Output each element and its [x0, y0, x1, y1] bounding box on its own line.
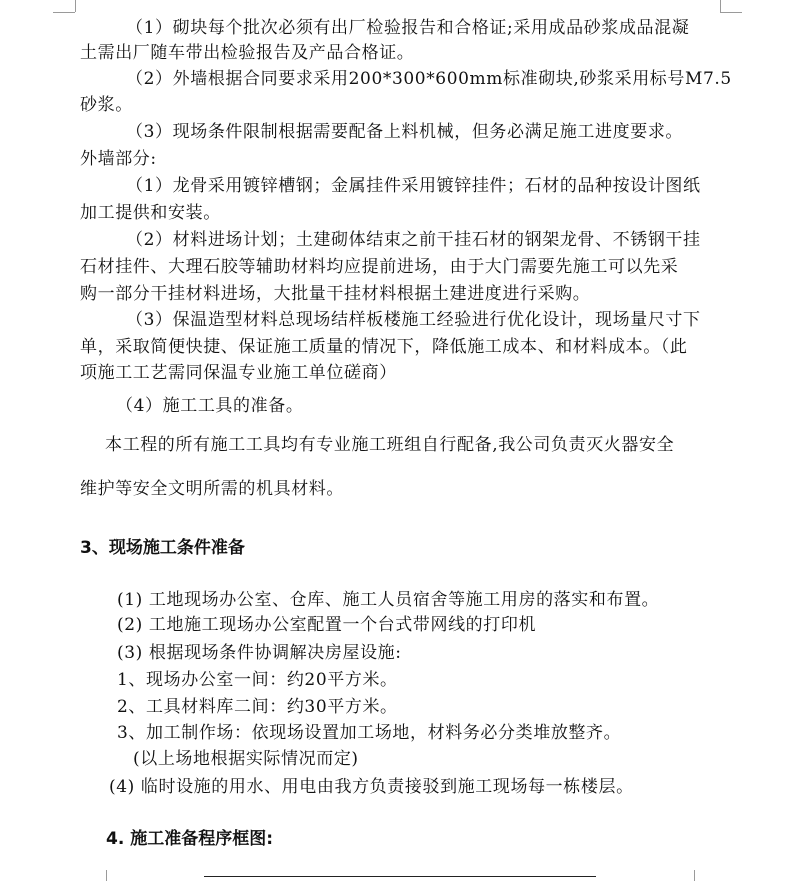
paragraph-line: 单，采取简便快捷、保证施工质量的情况下，降低施工成本、和材料成本。（此 [80, 337, 688, 357]
note-line: (以上场地根据实际情况而定) [133, 749, 359, 769]
paragraph-line: （2）外墙根据合同要求采用200*300*600mm标准砌块,砂浆采用标号M7.5 [126, 69, 732, 89]
top-right-crop-mark-horizontal [720, 12, 742, 13]
paragraph-line: 砂浆。 [80, 95, 133, 115]
paragraph-line: 石材挂件、大理石胶等辅助材料均应提前进场，由于大门需要先施工可以先采 [80, 257, 679, 277]
paragraph-line: （1）砌块每个批次必须有出厂检验报告和合格证;采用成品砂浆成品混凝 [126, 18, 690, 38]
list-item: (4) 临时设施的用水、用电由我方负责接驳到施工现场每一栋楼层。 [109, 777, 634, 797]
paragraph-line: 维护等安全文明所需的机具材料。 [80, 479, 344, 499]
paragraph-line: （3）现场条件限制根据需要配备上料机械，但务必满足施工进度要求。 [126, 122, 684, 142]
paragraph-line: 本工程的所有施工工具均有专业施工班组自行配备,我公司负责灭火器安全 [105, 435, 675, 455]
frame-corner-mark [694, 870, 695, 881]
top-left-crop-mark-vertical [75, 0, 76, 12]
paragraph-line: 加工提供和安装。 [80, 203, 221, 223]
paragraph-line: （3）保温造型材料总现场结样板楼施工经验进行优化设计，现场量尺寸下 [126, 310, 701, 330]
list-item: 2、工具材料库二间：约30平方米。 [117, 697, 398, 717]
list-item: 1、现场办公室一间：约20平方米。 [117, 670, 398, 690]
frame-corner-mark [106, 870, 107, 881]
flowchart-box-top-edge [204, 876, 596, 877]
list-item: (3) 根据现场条件协调解决房屋设施: [117, 643, 402, 663]
top-right-crop-mark-vertical [720, 0, 721, 12]
paragraph-line: （1）龙骨采用镀锌槽钢；金属挂件采用镀锌挂件；石材的品种按设计图纸 [126, 176, 701, 196]
paragraph-line: 土需出厂随车带出检验报告及产品合格证。 [80, 43, 415, 63]
paragraph-line: （4）施工工具的准备。 [116, 396, 304, 416]
paragraph-line: （2）材料进场计划；土建砌体结束之前干挂石材的钢架龙骨、不锈钢干挂 [126, 230, 701, 250]
top-left-crop-mark-horizontal [53, 12, 75, 13]
list-item: (1) 工地现场办公室、仓库、施工人员宿舍等施工用房的落实和布置。 [117, 590, 660, 610]
paragraph-line: 购一部分干挂材料进场，大批量干挂材料根据土建进度进行采购。 [80, 284, 591, 304]
section-label: 外墙部分: [80, 149, 157, 169]
section-heading: 4. 施工准备程序框图: [106, 829, 274, 849]
section-heading: 3、现场施工条件准备 [80, 538, 245, 558]
list-item: 3、加工制作场：依现场设置加工场地，材料务必分类堆放整齐。 [117, 723, 622, 743]
paragraph-line: 项施工工艺需同保温专业施工单位磋商） [80, 363, 397, 383]
list-item: (2) 工地施工现场办公室配置一个台式带网线的打印机 [117, 615, 537, 635]
